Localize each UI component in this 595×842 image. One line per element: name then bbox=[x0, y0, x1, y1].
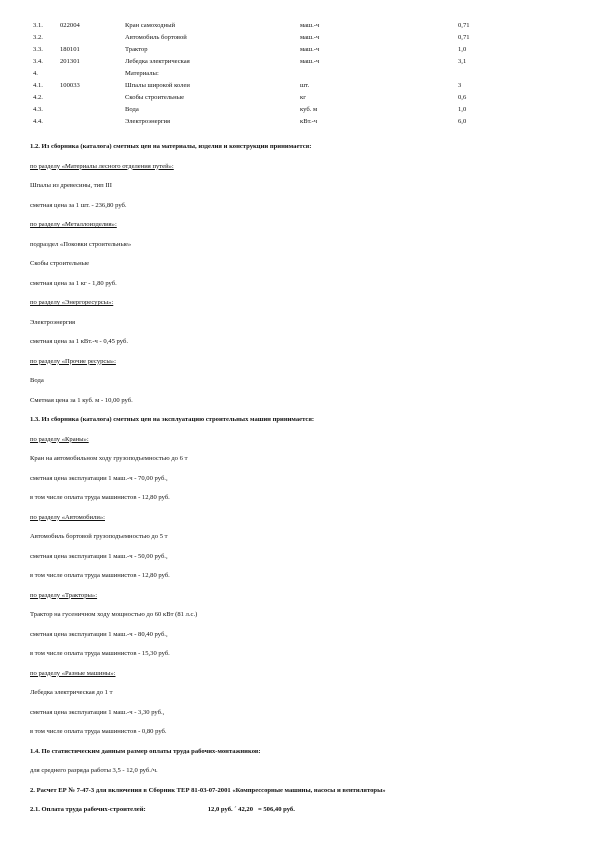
paragraph-line bbox=[30, 337, 128, 347]
row-code: 100033 bbox=[60, 82, 80, 89]
row-code: 201301 bbox=[60, 58, 80, 65]
row-quantity: 0,71 bbox=[458, 34, 470, 41]
paragraph-line bbox=[30, 493, 170, 503]
section-heading bbox=[30, 669, 115, 679]
row-number: 4.2. bbox=[33, 94, 43, 101]
section-heading bbox=[30, 220, 117, 230]
row-quantity: 1,0 bbox=[458, 106, 467, 113]
section-heading bbox=[30, 591, 97, 601]
table-row bbox=[0, 56, 595, 67]
row-name: Электроэнергия bbox=[125, 118, 171, 125]
paragraph-line bbox=[30, 552, 168, 562]
section-heading bbox=[30, 298, 113, 308]
line-text: сметная цена эксплуатации 1 маш.-ч - 3,30 руб., bbox=[30, 708, 165, 716]
line-text: Трактор на гусеничном ходу мощностью до 60 кВт (81 л.с.) bbox=[30, 611, 198, 618]
row-unit: маш.-ч bbox=[300, 58, 320, 65]
line-text: сметная цена эксплуатации 1 маш.-ч - 70,00 руб., bbox=[30, 474, 168, 482]
line-text: в том числе оплата труда машинистов - 15,30 руб. bbox=[30, 650, 170, 657]
row-name: Трактор bbox=[125, 46, 148, 53]
line-text: по разделу «Тракторы»: bbox=[30, 591, 98, 599]
row-unit: маш.-ч bbox=[300, 34, 320, 41]
row-name: Вода bbox=[125, 106, 139, 113]
paragraph-line bbox=[30, 396, 133, 406]
line-text: Шпалы из древесины, тип III bbox=[30, 182, 112, 189]
labor-cost-formula: 12,0 руб. ´ 42,20 bbox=[207, 806, 253, 813]
row-number: 3.2. bbox=[33, 34, 43, 41]
paragraph-line bbox=[30, 727, 167, 737]
paragraph-line bbox=[30, 766, 158, 776]
table-row bbox=[0, 68, 595, 79]
table-row bbox=[0, 44, 595, 55]
paragraph-line bbox=[30, 181, 112, 191]
line-text: Автомобиль бортовой грузоподъемностью до 5 т bbox=[30, 533, 168, 540]
row-number: 3.3. bbox=[33, 46, 43, 53]
row-name: Лебедка электрическая bbox=[125, 58, 190, 65]
paragraph-line bbox=[30, 259, 89, 269]
labor-cost-label: 2.1. Оплата труда рабочих-строителей: bbox=[30, 806, 146, 813]
line-text: Кран на автомобильном ходу грузоподъемностью до 6 т bbox=[30, 455, 188, 462]
line-text: сметная цена за 1 кг - 1,80 руб. bbox=[30, 279, 117, 287]
row-name: Шпалы широкой колеи bbox=[125, 82, 190, 89]
line-text: по разделу «Автомобили»: bbox=[30, 513, 105, 521]
row-unit: кВт.-ч bbox=[300, 118, 318, 125]
row-number: 4.3. bbox=[33, 106, 43, 113]
paragraph-line bbox=[30, 318, 75, 328]
paragraph-line bbox=[30, 630, 168, 640]
row-number: 4.1. bbox=[33, 82, 43, 89]
row-name: Кран самоходный bbox=[125, 22, 176, 29]
row-quantity: 3,1 bbox=[458, 58, 467, 65]
paragraph-line bbox=[30, 649, 170, 659]
row-quantity: 0,6 bbox=[458, 94, 467, 101]
line-text: Сметная цена за 1 куб. м - 10,00 руб. bbox=[30, 396, 133, 404]
paragraph-line bbox=[30, 688, 113, 698]
line-text: 1.2. Из сборника (каталога) сметных цен на материалы, изделия и конструкции принимается: bbox=[30, 143, 312, 150]
table-row bbox=[0, 104, 595, 115]
line-text: 1.4. По статистическим данным размер оплаты труда рабочих-монтажников: bbox=[30, 747, 261, 755]
row-name: Автомобиль бортовой bbox=[125, 34, 187, 41]
line-text: по разделу «Энергоресурсы»: bbox=[30, 299, 114, 306]
line-text: 1.3. Из сборника (каталога) сметных цен на эксплуатацию строительных машин принимается: bbox=[30, 416, 315, 423]
line-text: в том числе оплата труда машинистов - 0,80 руб. bbox=[30, 728, 167, 735]
table-row bbox=[0, 80, 595, 91]
row-unit: шт. bbox=[300, 82, 310, 89]
row-quantity: 3 bbox=[458, 82, 462, 89]
line-text: Лебедка электрическая до 1 т bbox=[30, 689, 113, 696]
paragraph-line bbox=[30, 571, 170, 581]
row-unit: маш.-ч bbox=[300, 22, 320, 29]
labor-cost-result: = 506,40 руб. bbox=[257, 806, 295, 813]
section-heading bbox=[30, 162, 174, 172]
table-row bbox=[0, 116, 595, 127]
section-heading bbox=[30, 513, 105, 523]
paragraph-line bbox=[30, 201, 127, 211]
row-unit: куб. м bbox=[300, 106, 318, 113]
table-row bbox=[0, 32, 595, 43]
line-text: Вода bbox=[30, 377, 44, 384]
table-row bbox=[0, 92, 595, 103]
row-code: 022004 bbox=[60, 22, 80, 29]
line-text: в том числе оплата труда машинистов - 12,80 руб. bbox=[30, 572, 170, 579]
line-text: Скобы строительные bbox=[30, 260, 89, 267]
row-number: 4. bbox=[33, 70, 38, 77]
line-text: подраздел «Поковки строительные» bbox=[30, 240, 132, 248]
line-text: 2. Расчет ЕР № 7-47-3 для включения в Сборник ТЕР 81-03-07-2001 «Компрессорные машины, насосы и вентиляторы» bbox=[30, 786, 386, 794]
line-text: по разделу «Материалы лесного отделения путей»: bbox=[30, 162, 174, 170]
line-text: Электроэнергия bbox=[30, 318, 76, 326]
line-text: для среднего разряда работы 3,5 - 12,0 руб./ч. bbox=[30, 767, 158, 774]
row-name: Скобы строительные bbox=[125, 94, 184, 101]
section-heading bbox=[30, 435, 89, 445]
paragraph-line bbox=[30, 610, 197, 620]
line-text: сметная цена за 1 шт. - 236,80 руб. bbox=[30, 201, 127, 209]
labor-cost-line bbox=[30, 805, 295, 815]
paragraph-heading bbox=[30, 415, 314, 425]
line-text: в том числе оплата труда машинистов - 12,80 руб. bbox=[30, 494, 170, 501]
paragraph-heading bbox=[30, 142, 311, 152]
table-row bbox=[0, 20, 595, 31]
paragraph-heading bbox=[30, 747, 261, 757]
line-text: сметная цена эксплуатации 1 маш.-ч - 50,00 руб., bbox=[30, 552, 168, 560]
row-unit: маш.-ч bbox=[300, 46, 320, 53]
row-quantity: 6,0 bbox=[458, 118, 467, 125]
paragraph-line bbox=[30, 474, 168, 484]
paragraph-line bbox=[30, 532, 168, 542]
paragraph-line bbox=[30, 376, 44, 386]
row-code: 180101 bbox=[60, 46, 80, 53]
section-heading bbox=[30, 357, 116, 367]
row-name: Материалы: bbox=[125, 70, 159, 77]
line-text: по разделу «Разные машины»: bbox=[30, 669, 116, 677]
row-unit: кг bbox=[300, 94, 306, 101]
line-text: по разделу «Прочие ресурсы»: bbox=[30, 357, 116, 365]
paragraph-heading bbox=[30, 786, 386, 796]
paragraph-line bbox=[30, 279, 117, 289]
paragraph-line bbox=[30, 708, 164, 718]
paragraph-line bbox=[30, 240, 131, 250]
line-text: по разделу «Краны»: bbox=[30, 435, 89, 443]
line-text: по разделу «Металлоизделия»: bbox=[30, 221, 117, 228]
paragraph-line bbox=[30, 454, 187, 464]
row-quantity: 1,0 bbox=[458, 46, 467, 53]
row-quantity: 0,71 bbox=[458, 22, 470, 29]
line-text: сметная цена за 1 кВт.-ч - 0,45 руб. bbox=[30, 338, 128, 345]
row-number: 4.4. bbox=[33, 118, 43, 125]
row-number: 3.4. bbox=[33, 58, 43, 65]
line-text: сметная цена эксплуатации 1 маш.-ч - 80,40 руб., bbox=[30, 630, 168, 638]
row-number: 3.1. bbox=[33, 22, 43, 29]
